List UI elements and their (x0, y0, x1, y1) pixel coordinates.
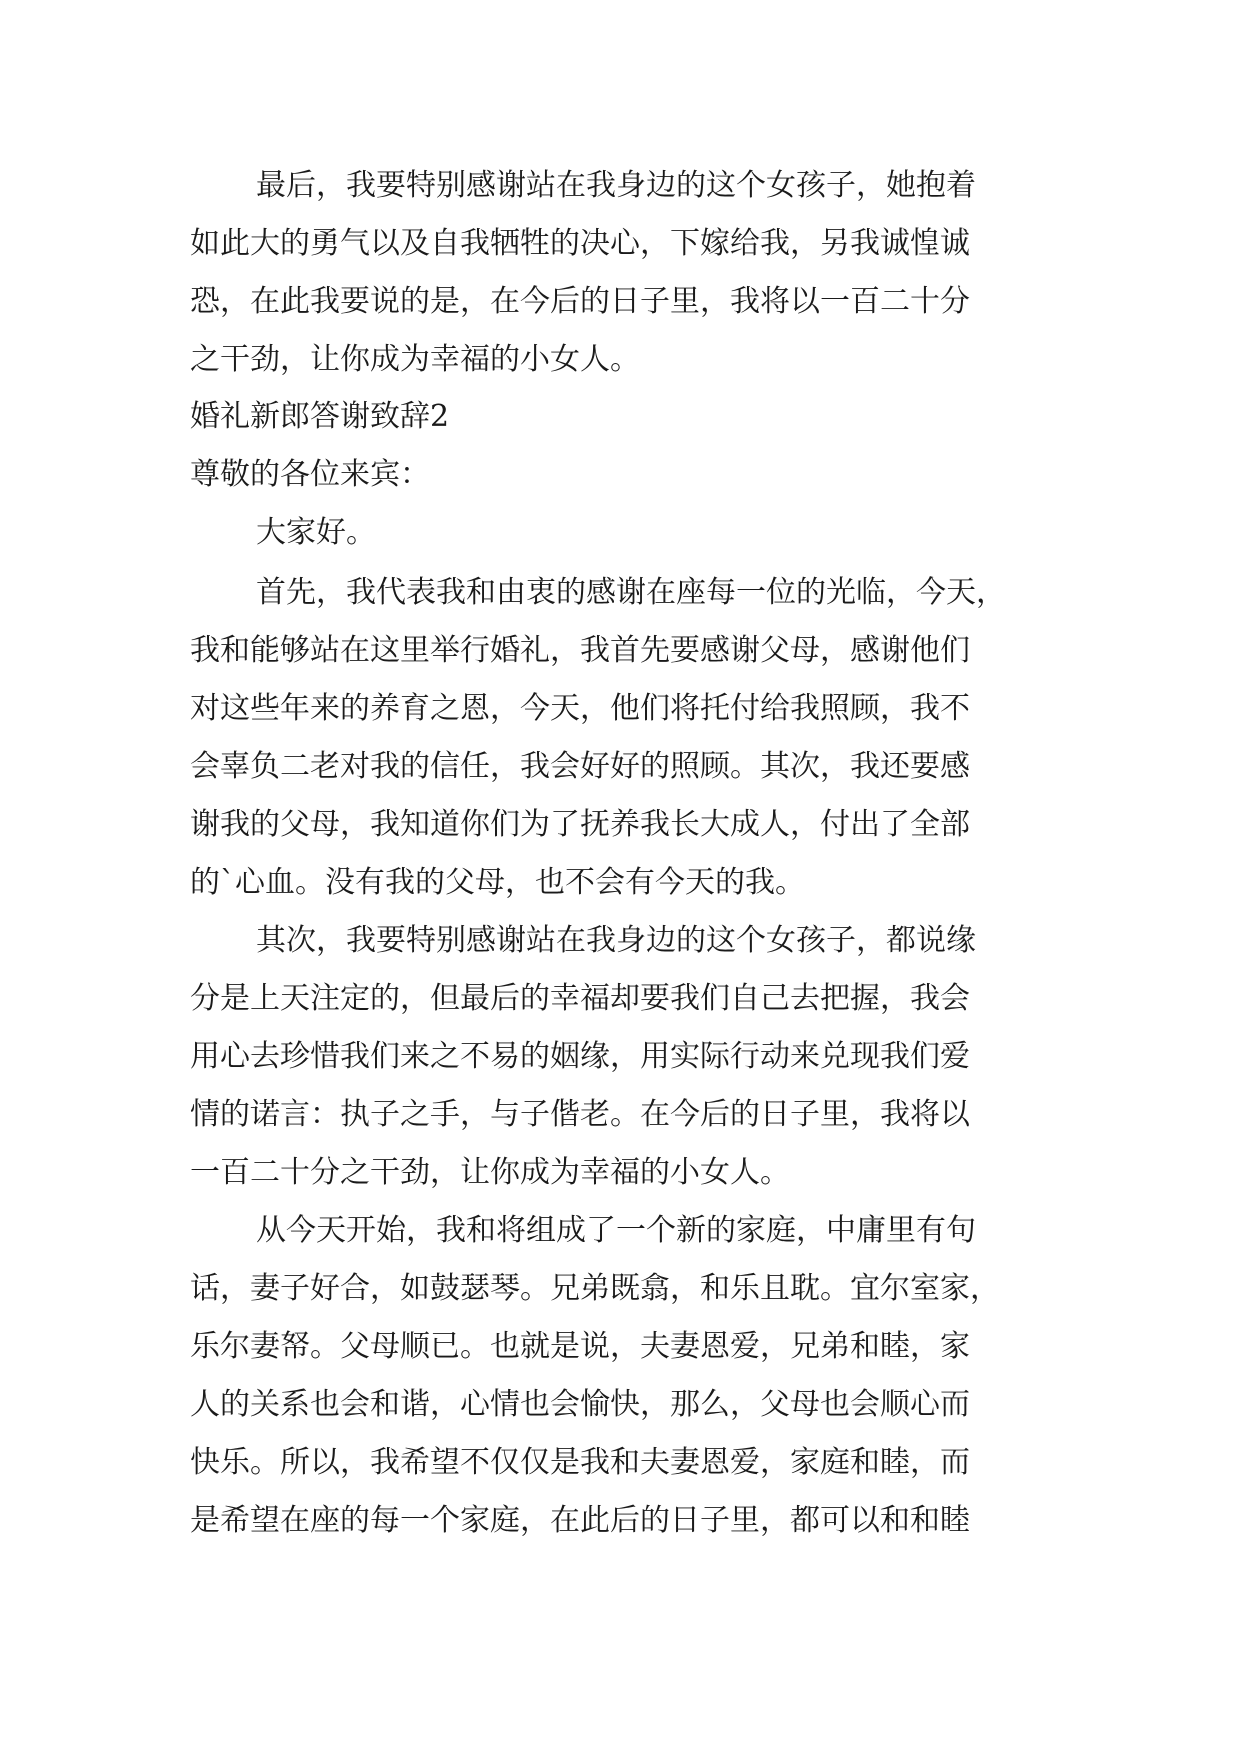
section-heading: 婚礼新郎答谢致辞2 (190, 399, 450, 434)
paragraph-line: 我和能够站在这里举行婚礼，我首先要感谢父母，感谢他们 (190, 633, 970, 668)
paragraph-line: 快乐。所以，我希望不仅仅是我和夫妻恩爱，家庭和睦，而 (190, 1445, 970, 1480)
greeting: 大家好。 (256, 515, 376, 550)
paragraph-line: 是希望在座的每一个家庭，在此后的日子里，都可以和和睦 (190, 1503, 970, 1538)
paragraph-line: 分是上天注定的，但最后的幸福却要我们自己去把握，我会 (190, 981, 970, 1016)
paragraph-line: 最后，我要特别感谢站在我身边的这个女孩子，她抱着 (256, 168, 976, 203)
paragraph-line: 谢我的父母，我知道你们为了抚养我长大成人，付出了全部 (190, 807, 970, 842)
paragraph-line: 之干劲，让你成为幸福的小女人。 (190, 342, 640, 377)
paragraph-line: 情的诺言：执子之手，与子偕老。在今后的日子里，我将以 (190, 1097, 970, 1132)
paragraph-line: 一百二十分之干劲，让你成为幸福的小女人。 (190, 1155, 790, 1190)
paragraph-line: 从今天开始，我和将组成了一个新的家庭，中庸里有句 (256, 1213, 976, 1248)
paragraph-line: 乐尔妻帑。父母顺已。也就是说，夫妻恩爱，兄弟和睦，家 (190, 1329, 970, 1364)
paragraph-line: 的`心血。没有我的父母，也不会有今天的我。 (190, 865, 805, 900)
salutation: 尊敬的各位来宾： (190, 457, 430, 492)
paragraph-line: 话，妻子好合，如鼓瑟琴。兄弟既翕，和乐且耽。宜尔室家， (190, 1271, 1000, 1306)
paragraph-line: 其次，我要特别感谢站在我身边的这个女孩子，都说缘 (256, 923, 976, 958)
paragraph-line: 如此大的勇气以及自我牺牲的决心，下嫁给我，另我诚惶诚 (190, 226, 970, 261)
paragraph-line: 用心去珍惜我们来之不易的姻缘，用实际行动来兑现我们爱 (190, 1039, 970, 1074)
paragraph-line: 恐，在此我要说的是，在今后的日子里，我将以一百二十分 (190, 284, 970, 319)
paragraph-line: 首先，我代表我和由衷的感谢在座每一位的光临，今天， (256, 575, 1006, 610)
paragraph-line: 人的关系也会和谐，心情也会愉快，那么，父母也会顺心而 (190, 1387, 970, 1422)
paragraph-line: 对这些年来的养育之恩，今天，他们将托付给我照顾，我不 (190, 691, 970, 726)
paragraph-line: 会辜负二老对我的信任，我会好好的照顾。其次，我还要感 (190, 749, 970, 784)
